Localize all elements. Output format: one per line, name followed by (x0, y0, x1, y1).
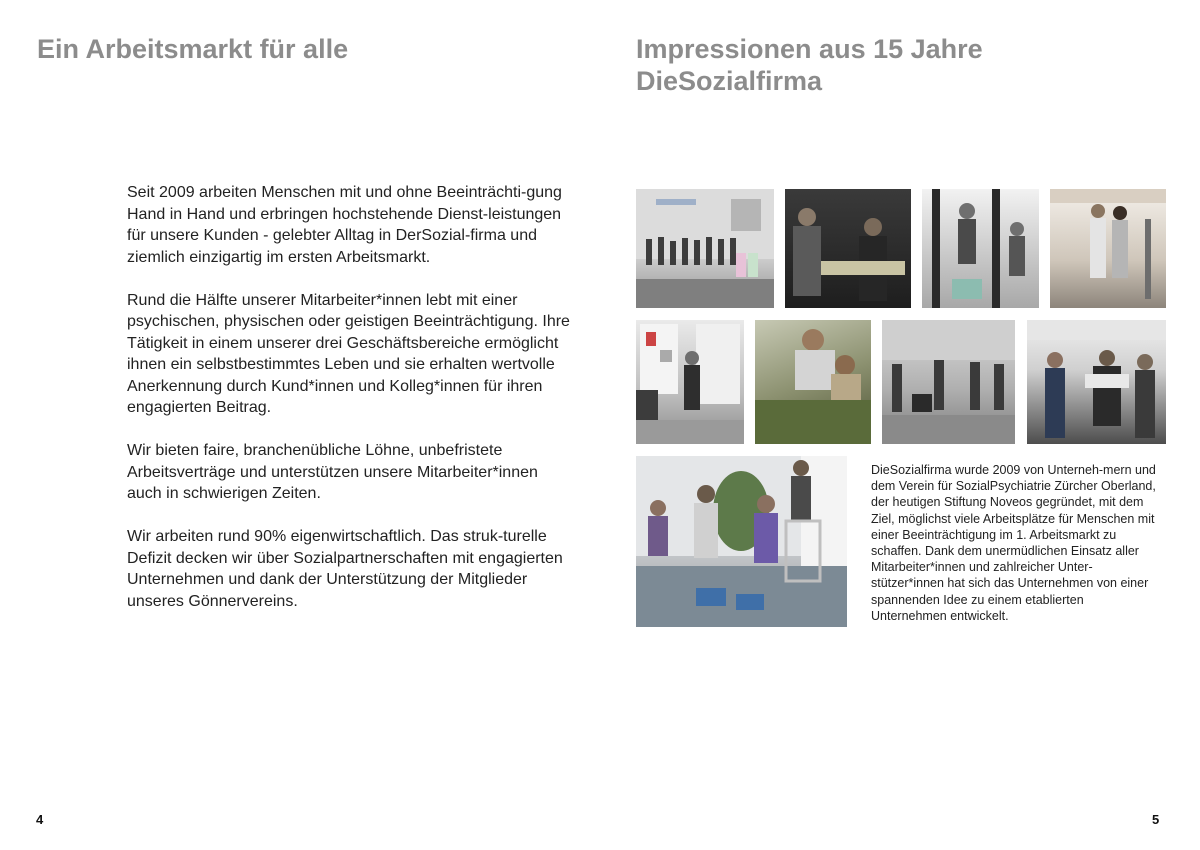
photo-gardening-workers (755, 320, 871, 444)
photo-team-with-van (1027, 320, 1166, 444)
right-title-line-2: DieSozialfirma (636, 66, 823, 96)
page-number-left: 4 (36, 812, 44, 827)
photo-workers-construction-room (1050, 189, 1166, 308)
right-page-title (636, 33, 1156, 97)
left-body-text (127, 182, 572, 634)
photo-group-outside-building (636, 189, 774, 308)
right-title-line-1: Impressionen aus 15 Jahre (636, 34, 983, 64)
photo-award-presentation (785, 189, 911, 308)
photo-office-team (636, 456, 847, 627)
photo-caption: DieSozialfirma wurde 2009 von Unterneh-mern und dem Verein für SozialPsychiatrie Zürcher Oberland, der heutigen Stiftung Noveos gegründet, mit dem Ziel, möglichst viele Arbeitsplätze für Menschen mit einer Beeinträchtigung im 1. Arbeitsmarkt zu schaffen. Dank dem unermüdlichen Einsatz aller Mitarbeiter*innen und zahlreicher Unter-stützer*innen hat sich das Unternehmen von einer spannenden Idee zu einem etablierten Unternehmen entwickelt. (871, 463, 1156, 623)
paragraph: Wir bieten faire, branchenübliche Löhne, unbefristete Arbeitsverträge und unterstützen unsere Mitarbeiter*innen auch in schwierigen Zeiten. (127, 442, 538, 502)
photo-worker-with-cart (636, 320, 744, 444)
paragraph: Seit 2009 arbeiten Menschen mit und ohne Beeinträchti-gung Hand in Hand und erbringen hochstehende Dienst-leistungen für unsere Kunden - gelebter Alltag in DerSozial-firma und ziemlich einzigartig im ersten Arbeitsmarkt. (127, 184, 562, 266)
left-page-title: Ein Arbeitsmarkt für alle (37, 34, 349, 64)
photo-window-cleaning (922, 189, 1039, 308)
page-number-right: 5 (1152, 812, 1160, 827)
paragraph: Wir arbeiten rund 90% eigenwirtschaftlich. Das struk-turelle Defizit decken wir über Sozialpartnerschaften mit engagierten Unternehmen und dank der Unterstützung der Mitglieder unseres Gönnervereins. (127, 528, 563, 610)
photo-team-with-equipment (882, 320, 1015, 444)
paragraph: Rund die Hälfte unserer Mitarbeiter*innen lebt mit einer psychischen, physischen oder geistigen Beeinträchtigung. Ihre Tätigkeit in einem unserer drei Geschäftsbereiche ermöglicht ihnen ein selbstbestimmtes Leben und sie erhalten wertvolle Anerkennung durch Kund*innen und Kolleg*innen für ihren engagierten Beitrag. (127, 291, 570, 416)
